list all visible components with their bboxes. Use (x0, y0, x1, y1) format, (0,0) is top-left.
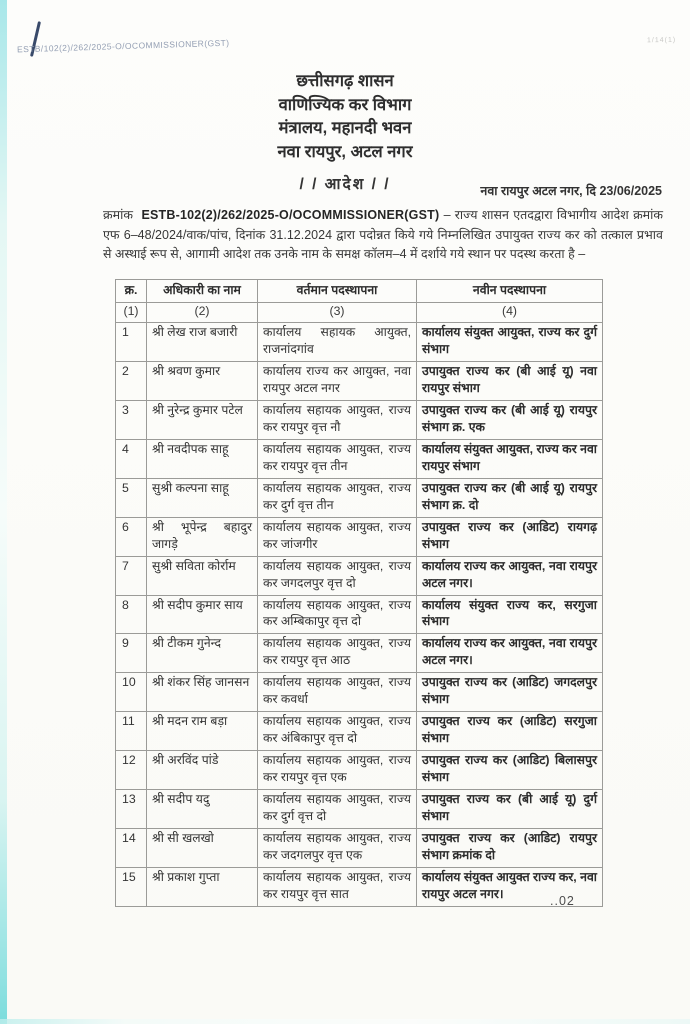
cell-serial: 7 (116, 556, 147, 595)
cell-officer-name: श्री अरविंद पांडे (147, 751, 258, 790)
cell-officer-name: श्री सदीप यदु (147, 790, 258, 829)
cell-current-posting: कार्यालय सहायक आयुक्त, राज्य कर कवर्धा (258, 673, 417, 712)
table-row (116, 790, 603, 829)
order-title: / / आदेश / / (299, 176, 391, 193)
table-row (116, 868, 603, 907)
page-continuation-number: ..02 (550, 894, 575, 908)
table-row (116, 829, 603, 868)
cell-current-posting: कार्यालय सहायक आयुक्त, राज्य कर दुर्ग वृत्त दो (258, 790, 417, 829)
cell-new-posting: उपायुक्त राज्य कर (आडिट) रायगढ़ संभाग (417, 517, 603, 556)
posting-order-table (115, 279, 603, 907)
cell-current-posting: कार्यालय सहायक आयुक्त, राज्य कर रायपुर वृत्त सात (258, 868, 417, 907)
col-header-new-posting: नवीन पदस्थापना (417, 280, 603, 303)
cell-current-posting: कार्यालय सहायक आयुक्त, राज्य कर जगदलपुर वृत्त दो (258, 556, 417, 595)
place-date-line: नवा रायपुर अटल नगर, दि 23/06/2025 (480, 184, 662, 198)
table-row (116, 517, 603, 556)
table-column-number-row (116, 302, 603, 322)
table-row (116, 556, 603, 595)
cell-officer-name: श्री प्रकाश गुप्ता (147, 868, 258, 907)
header-government: छत्तीसगढ़ शासन (296, 72, 394, 90)
cell-officer-name: श्री शंकर सिंह जानसन (147, 673, 258, 712)
cell-current-posting: कार्यालय राज्य कर आयुक्त, नवा रायपुर अटल नगर (258, 361, 417, 400)
table-row (116, 361, 603, 400)
order-body-paragraph (103, 206, 663, 265)
table-row (116, 322, 603, 361)
table-row (116, 478, 603, 517)
cell-current-posting: कार्यालय सहायक आयुक्त, राज्य कर जदगलपुर वृत्त एक (258, 829, 417, 868)
scan-edge-bottom (0, 1019, 690, 1024)
order-number-label: क्रमांक (103, 208, 133, 222)
cell-new-posting: कार्यालय संयुक्त आयुक्त, राज्य कर नवा रायपुर संभाग (417, 439, 603, 478)
cell-current-posting: कार्यालय सहायक आयुक्त, राज्य कर अंबिकापुर वृत्त दो (258, 712, 417, 751)
corner-scan-note: 1/14(1) (646, 36, 677, 45)
cell-serial: 12 (116, 751, 147, 790)
cell-serial: 13 (116, 790, 147, 829)
cell-serial: 15 (116, 868, 147, 907)
cell-current-posting: कार्यालय सहायक आयुक्त, राज्य कर रायपुर वृत्त एक (258, 751, 417, 790)
cell-officer-name: श्री श्रवण कुमार (147, 361, 258, 400)
cell-new-posting: उपायुक्त राज्य कर (आडिट) सरगुजा संभाग (417, 712, 603, 751)
cell-serial: 10 (116, 673, 147, 712)
table-row (116, 712, 603, 751)
header-department: वाणिज्यिक कर विभाग (278, 95, 412, 114)
col-header-serial: क्र. (116, 280, 147, 303)
cell-officer-name: श्री मदन राम बड़ा (147, 712, 258, 751)
order-body-text: – राज्य शासन एतदद्वारा विभागीय आदेश क्रमांक एफ 6–48/2024/वाक/पांच, दिनांक 31.12.2024 द्वारा पदोन्नत किये गये निम्नलिखित उपायुक्त राज्य कर को तत्काल प्रभाव से अस्थाई रूप से, आगामी आदेश तक उनके नाम के समक्ष कॉलम–4 में दर्शाये गये स्थान पर पदस्थ करता है – (103, 208, 663, 261)
cell-serial: 1 (116, 322, 147, 361)
cell-officer-name: श्री सदीप कुमार साय (147, 595, 258, 634)
cell-new-posting: कार्यालय संयुक्त राज्य कर, सरगुजा संभाग (417, 595, 603, 634)
table-header-row (116, 280, 603, 303)
cell-serial: 9 (116, 634, 147, 673)
table-row (116, 439, 603, 478)
cell-new-posting: कार्यालय संयुक्त आयुक्त राज्य कर, नवा रायपुर अटल नगर। (417, 868, 603, 907)
cell-officer-name: सुश्री सविता कोर्राम (147, 556, 258, 595)
cell-current-posting: कार्यालय सहायक आयुक्त, राज्य कर रायपुर वृत्त आठ (258, 634, 417, 673)
document-header (0, 70, 690, 197)
cell-new-posting: उपायुक्त राज्य कर (बी आई यू) रायपुर संभाग क्र. दो (417, 478, 603, 517)
cell-new-posting: कार्यालय संयुक्त आयुक्त, राज्य कर दुर्ग संभाग (417, 322, 603, 361)
cell-new-posting: उपायुक्त राज्य कर (बी आई यू) नवा रायपुर संभाग (417, 361, 603, 400)
cell-officer-name: श्री नुरेन्द्र कुमार पटेल (147, 400, 258, 439)
cell-officer-name: श्री टीकम गुनेन्द (147, 634, 258, 673)
cell-serial: 6 (116, 517, 147, 556)
file-reference-number: ESTB/102(2)/262/2025-O/OCOMMISSIONER(GST) (16, 37, 230, 55)
header-city: नवा रायपुर, अटल नगर (277, 142, 413, 161)
col-number-4: (4) (417, 302, 603, 322)
cell-new-posting: उपायुक्त राज्य कर (आडिट) बिलासपुर संभाग (417, 751, 603, 790)
order-table-body (116, 322, 603, 906)
cell-new-posting: कार्यालय राज्य कर आयुक्त, नवा रायपुर अटल नगर। (417, 634, 603, 673)
cell-new-posting: कार्यालय राज्य कर आयुक्त, नवा रायपुर अटल नगर। (417, 556, 603, 595)
cell-current-posting: कार्यालय सहायक आयुक्त, राज्य कर जांजगीर (258, 517, 417, 556)
cell-current-posting: कार्यालय सहायक आयुक्त, राज्य कर रायपुर वृत्त नौ (258, 400, 417, 439)
cell-serial: 8 (116, 595, 147, 634)
cell-officer-name: श्री सी खलखो (147, 829, 258, 868)
cell-serial: 4 (116, 439, 147, 478)
col-header-officer-name: अधिकारी का नाम (147, 280, 258, 303)
cell-serial: 5 (116, 478, 147, 517)
cell-current-posting: कार्यालय सहायक आयुक्त, राज्य कर अम्बिकापुर वृत्त दो (258, 595, 417, 634)
table-row (116, 400, 603, 439)
table-row (116, 751, 603, 790)
cell-current-posting: कार्यालय सहायक आयुक्त, राजनांदगांव (258, 322, 417, 361)
cell-serial: 2 (116, 361, 147, 400)
cell-new-posting: उपायुक्त राज्य कर (बी आई यू) दुर्ग संभाग (417, 790, 603, 829)
table-row (116, 634, 603, 673)
cell-new-posting: उपायुक्त राज्य कर (आडिट) रायपुर संभाग क्रमांक दो (417, 829, 603, 868)
cell-serial: 11 (116, 712, 147, 751)
cell-new-posting: उपायुक्त राज्य कर (बी आई यू) रायपुर संभाग क्र. एक (417, 400, 603, 439)
col-header-current-posting: वर्तमान पदस्थापना (258, 280, 417, 303)
cell-new-posting: उपायुक्त राज्य कर (आडिट) जगदलपुर संभाग (417, 673, 603, 712)
table-row (116, 595, 603, 634)
cell-officer-name: श्री लेख राज बजारी (147, 322, 258, 361)
cell-current-posting: कार्यालय सहायक आयुक्त, राज्य कर दुर्ग वृत्त तीन (258, 478, 417, 517)
table-row (116, 673, 603, 712)
cell-serial: 3 (116, 400, 147, 439)
col-number-2: (2) (147, 302, 258, 322)
col-number-3: (3) (258, 302, 417, 322)
cell-officer-name: श्री नवदीपक साहू (147, 439, 258, 478)
cell-serial: 14 (116, 829, 147, 868)
order-number: ESTB-102(2)/262/2025-O/OCOMMISSIONER(GST) (141, 208, 440, 222)
header-ministry: मंत्रालय, महानदी भवन (278, 119, 412, 137)
col-number-1: (1) (116, 302, 147, 322)
cell-officer-name: सुश्री कल्पना साहू (147, 478, 258, 517)
cell-current-posting: कार्यालय सहायक आयुक्त, राज्य कर रायपुर वृत्त तीन (258, 439, 417, 478)
cell-officer-name: श्री भूपेन्द्र बहादुर जागड़े (147, 517, 258, 556)
